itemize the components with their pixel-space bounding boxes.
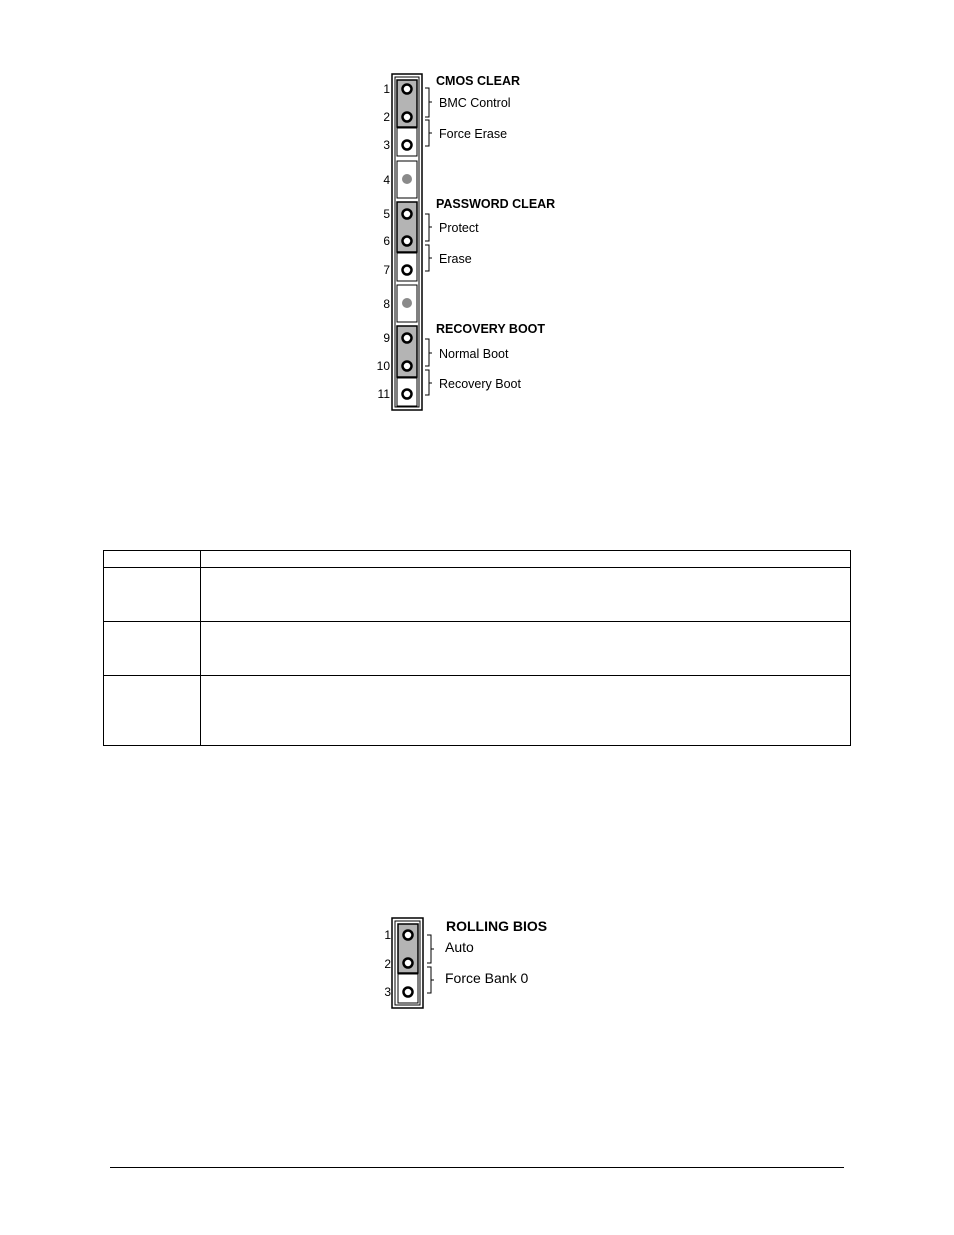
table-cell <box>201 551 851 568</box>
pin-11 <box>403 390 412 399</box>
table-row <box>104 676 851 746</box>
option-label-force-erase: Force Erase <box>439 127 508 141</box>
pin-2 <box>404 959 413 968</box>
pin-number: 8 <box>383 297 390 311</box>
table-cell <box>104 676 201 746</box>
group-title-recovery-boot: RECOVERY BOOT <box>436 322 546 336</box>
footer-rule <box>110 1167 844 1168</box>
jumper-block-1-diagram <box>370 68 570 418</box>
option-label-bmc-control: BMC Control <box>439 96 511 110</box>
option-label-recovery-boot: Recovery Boot <box>439 377 521 391</box>
bracket-force-erase <box>425 120 432 146</box>
bracket-bmc-control <box>425 88 432 117</box>
pin-7 <box>403 266 412 275</box>
pin-number: 4 <box>383 173 390 187</box>
option-label-auto: Auto <box>445 939 474 955</box>
jumper-block-2-diagram <box>370 912 580 1016</box>
pin-number: 11 <box>377 387 390 401</box>
option-label-normal-boot: Normal Boot <box>439 347 509 361</box>
table-cell <box>104 622 201 676</box>
pin-number: 3 <box>384 985 391 999</box>
pin-number: 2 <box>383 110 390 124</box>
bracket-auto <box>427 935 434 963</box>
pin-4-empty <box>402 174 412 184</box>
pin-number: 5 <box>383 207 390 221</box>
bracket-normal-boot <box>425 339 432 366</box>
pin-5 <box>403 210 412 219</box>
bracket-erase <box>425 245 432 271</box>
pin-number: 3 <box>383 138 390 152</box>
option-label-protect: Protect <box>439 221 479 235</box>
pin-8-empty <box>402 298 412 308</box>
bracket-protect <box>425 214 432 241</box>
bracket-recovery-boot <box>425 370 432 395</box>
pin-10 <box>403 362 412 371</box>
pin-9 <box>403 334 412 343</box>
table-row <box>104 622 851 676</box>
group-title-cmos-clear: CMOS CLEAR <box>436 74 521 88</box>
group-title-rolling-bios: ROLLING BIOS <box>446 918 548 934</box>
pin-2 <box>403 113 412 122</box>
jumper-settings-table <box>103 550 851 746</box>
table-cell <box>104 568 201 622</box>
pin-3 <box>403 141 412 150</box>
pin-1 <box>403 85 412 94</box>
table-cell <box>104 551 201 568</box>
pin-number: 1 <box>384 928 391 942</box>
table-cell <box>201 622 851 676</box>
option-label-erase: Erase <box>439 252 472 266</box>
pin-number: 2 <box>384 957 391 971</box>
pin-number: 7 <box>383 263 390 277</box>
table-cell <box>201 568 851 622</box>
pin-number: 6 <box>383 234 390 248</box>
pin-6 <box>403 237 412 246</box>
table-header-row <box>104 551 851 568</box>
bracket-force-bank-0 <box>427 967 434 993</box>
pin-1 <box>404 931 413 940</box>
pin-number: 10 <box>376 359 390 373</box>
pin-number: 9 <box>383 331 390 345</box>
pin-number: 1 <box>383 82 390 96</box>
pin-3 <box>404 988 413 997</box>
option-label-force-bank-0: Force Bank 0 <box>445 970 529 986</box>
group-title-password-clear: PASSWORD CLEAR <box>436 197 556 211</box>
table-cell <box>201 676 851 746</box>
table-row <box>104 568 851 622</box>
